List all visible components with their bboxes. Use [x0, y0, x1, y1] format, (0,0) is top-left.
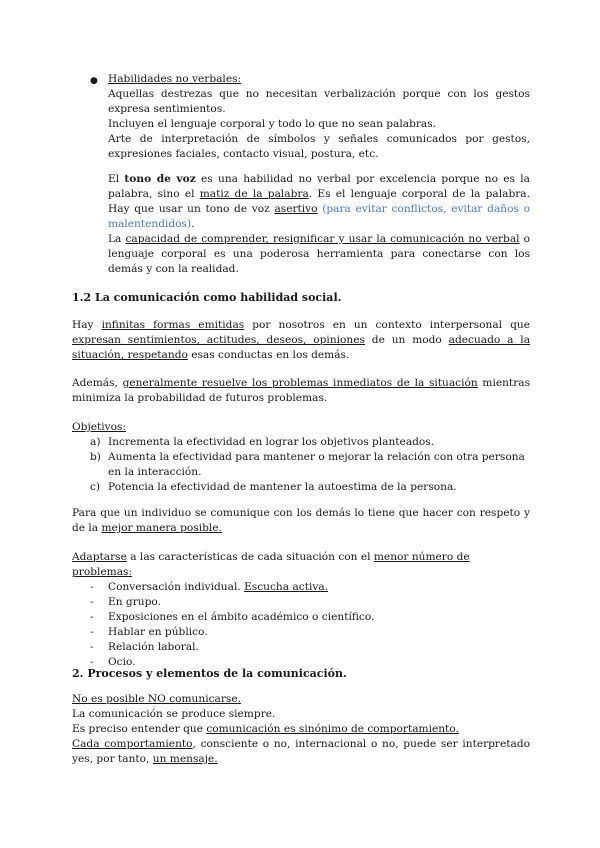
- text: Además,: [72, 377, 123, 389]
- section2-body: [72, 692, 530, 767]
- objectives-label: Objetivos:: [72, 421, 127, 433]
- list-item: [72, 625, 530, 640]
- list-marker: -: [90, 581, 94, 593]
- text: No es posible NO comunicarse.: [72, 693, 241, 705]
- nonverbal-line2: Incluyen el lenguaje corporal y todo lo que no sean palabras.: [108, 118, 437, 130]
- tone-term: tono de voz: [124, 173, 196, 185]
- text: Hablar en público.: [108, 626, 208, 638]
- tone-paragraph: [108, 172, 530, 232]
- section12-para2: [72, 376, 530, 406]
- text: Hay: [72, 319, 102, 331]
- tone-matiz: matiz de la palabra: [199, 188, 309, 200]
- list-item: [72, 640, 530, 655]
- text: [72, 722, 530, 737]
- section-1-2-heading: [72, 290, 530, 305]
- list-marker: b): [90, 451, 101, 463]
- list-item: [72, 595, 530, 610]
- list-marker: -: [90, 611, 94, 623]
- text: .: [191, 218, 195, 230]
- nonverbal-heading: Habilidades no verbales:: [108, 73, 242, 85]
- list-marker: a): [90, 436, 101, 448]
- text: Conversación individual.: [108, 581, 245, 593]
- nonverbal-line1: Aquellas destrezas que no necesitan verbalización porque con los gestos expresa sentimientos.: [108, 88, 530, 115]
- tone-asertivo: asertivo: [274, 203, 318, 215]
- text: , consciente o no, internacional o no, puede ser interpretado yes, por tanto,: [72, 738, 531, 765]
- text: esas conductas en los demás.: [187, 349, 350, 361]
- capacity-term: capacidad de comprender, resignificar y usar la comunicación no verbal: [125, 233, 520, 245]
- text: adecuado a la situación, respetando: [72, 334, 531, 361]
- section12-para1: [72, 318, 530, 363]
- tone-note: (para evitar conflictos, evitar daños o malentendidos): [108, 203, 530, 230]
- text: o lenguaje corporal es una poderosa herramienta para conectarse con los demás y con la realidad.: [108, 233, 531, 275]
- adapt-line: [72, 550, 530, 580]
- text: infinitas formas emitidas: [101, 319, 245, 331]
- text: Potencia la efectividad de mantener la autoestima de la persona.: [108, 481, 457, 493]
- list-item: [72, 580, 530, 595]
- text: Cada comportamiento: [72, 738, 193, 750]
- text: La comunicación se produce siempre.: [72, 708, 276, 720]
- text: es una habilidad no verbal por excelencia porque no es la palabra, sino el: [108, 173, 530, 200]
- text: por nosotros en un contexto interpersonal que: [244, 319, 530, 331]
- situations-list: [72, 580, 530, 670]
- text: Aumenta la efectividad para mantener o mejorar la relación con otra persona en la interacción.: [108, 451, 525, 478]
- list-marker: -: [90, 626, 94, 638]
- section12-para3: [72, 506, 530, 536]
- objectives-list: [72, 435, 530, 495]
- list-marker: -: [90, 641, 94, 653]
- text: . Es el lenguaje corporal de la palabra. Hay que usar un tono de voz: [108, 188, 530, 215]
- text: expresan sentimientos, actitudes, deseos, opiniones: [72, 334, 365, 346]
- nonverbal-line3: Arte de interpretación de símbolos y señales comunicados por gestos, expresiones faciales, contacto visual, postura, etc.: [108, 133, 530, 160]
- list-marker: -: [90, 656, 94, 668]
- adapt-block: [72, 550, 530, 670]
- text: mejor manera posible.: [101, 522, 222, 534]
- text: Es preciso entender que: [72, 723, 207, 735]
- bullet-icon: ●: [90, 76, 98, 86]
- text: Incrementa la efectividad en lograr los objetivos planteados.: [108, 436, 435, 448]
- text: a las características de cada situación con el: [126, 551, 374, 563]
- text: [72, 737, 530, 767]
- section-2-heading: [72, 666, 530, 681]
- text: Adaptarse: [72, 551, 127, 563]
- text: comunicación es sinónimo de comportamiento.: [206, 723, 459, 735]
- text: En grupo.: [108, 596, 161, 608]
- objectives-block: [72, 420, 530, 495]
- list-item: [72, 480, 530, 495]
- section-title: 1.2 La comunicación como habilidad social.: [72, 291, 342, 304]
- text: mientras minimiza la probabilidad de futuros problemas.: [72, 377, 531, 404]
- text: generalmente resuelve los problemas inmediatos de la situación: [122, 377, 478, 389]
- text: La: [108, 233, 126, 245]
- list-marker: c): [90, 481, 101, 493]
- list-item: [72, 450, 530, 480]
- text: de un modo: [364, 334, 449, 346]
- nonverbal-block: [108, 72, 530, 162]
- capacity-paragraph: [108, 232, 530, 277]
- text: un mensaje.: [152, 753, 218, 765]
- text: El: [108, 173, 125, 185]
- list-item: [72, 610, 530, 625]
- section-title: 2. Procesos y elementos de la comunicación.: [72, 667, 347, 680]
- text: Escucha activa.: [244, 581, 329, 593]
- text: Ocio.: [108, 656, 136, 668]
- text: Exposiciones en el ámbito académico o científico.: [108, 611, 375, 623]
- text: Relación laboral.: [108, 641, 199, 653]
- text: Para que un individuo se comunique con los demás lo tiene que hacer con respeto y de la: [72, 507, 530, 534]
- list-marker: -: [90, 596, 94, 608]
- text: menor número de problemas:: [72, 551, 470, 578]
- list-item: [72, 435, 530, 450]
